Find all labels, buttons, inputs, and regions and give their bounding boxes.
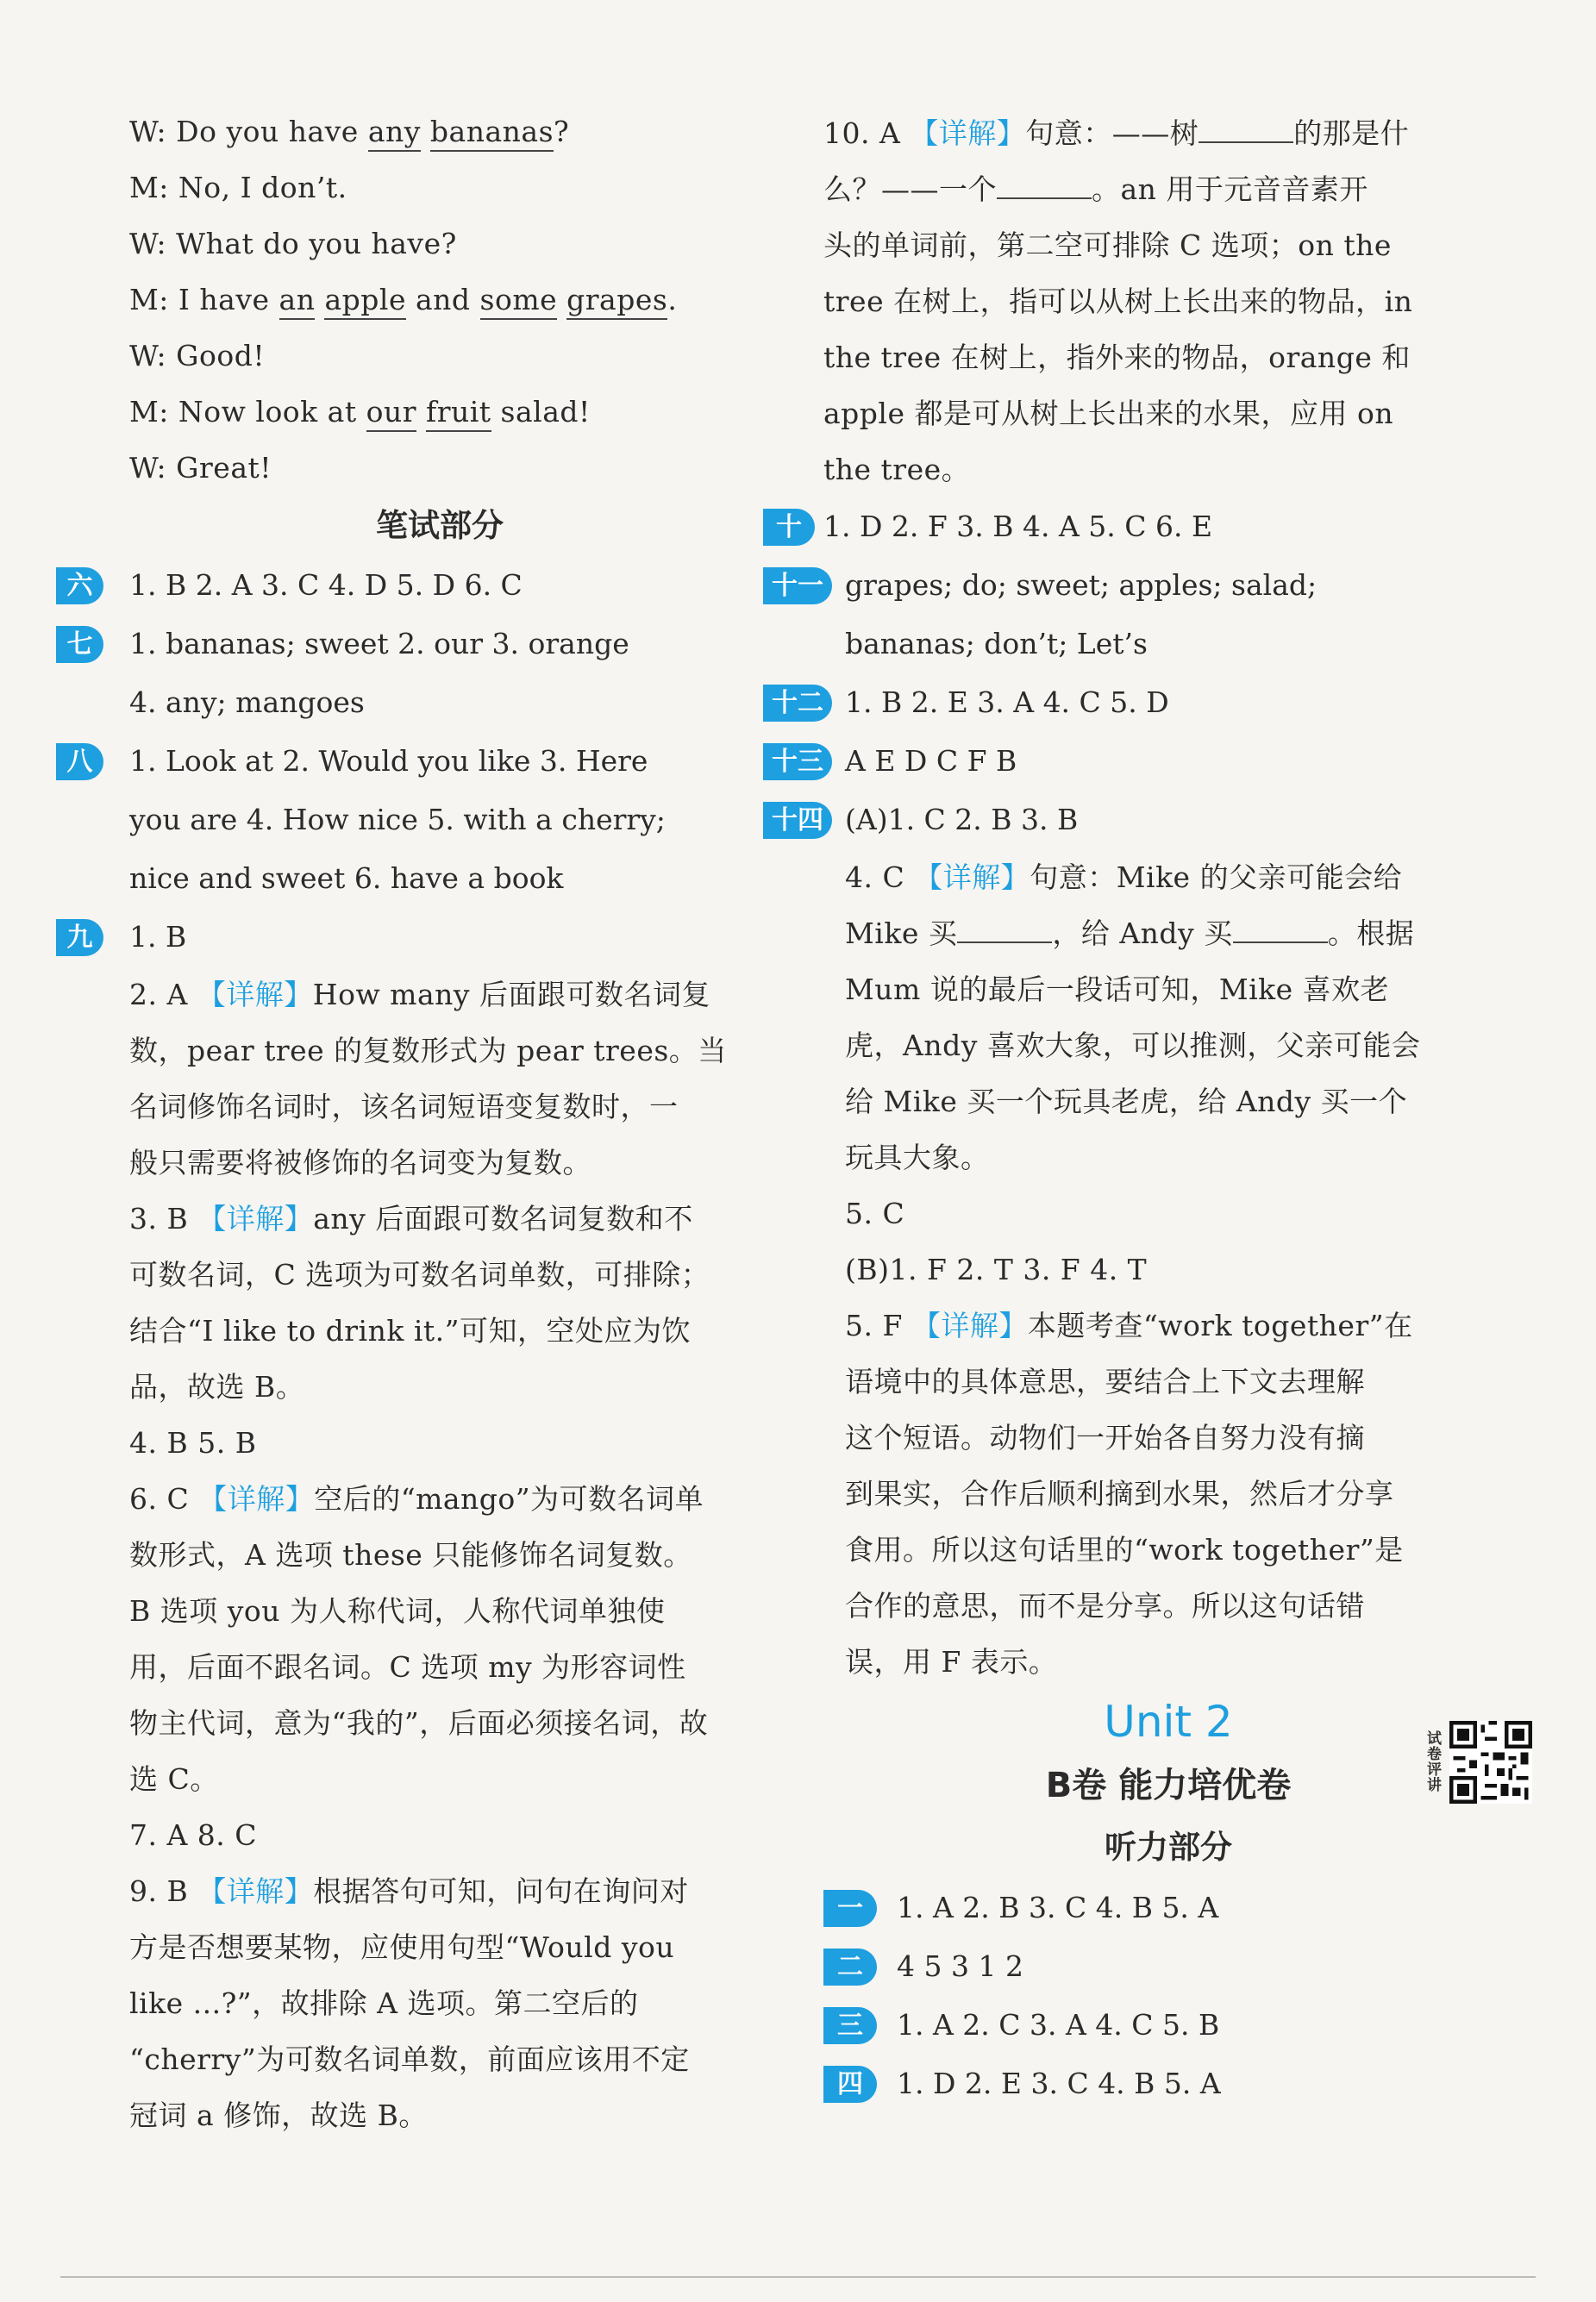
- explanation-text: 空后的“mango”为可数名词单: [314, 1482, 704, 1516]
- explanation-q6: [129, 1471, 750, 1807]
- speaker-label: M:: [129, 395, 178, 428]
- explanation-text: 可数名词，C 选项为可数名词单数，可排除；: [129, 1258, 710, 1292]
- answer-row-listening-4: [823, 2055, 1513, 2113]
- answer-text: bananas; don’t; Let’s: [845, 627, 1148, 660]
- answer-text: 4 5 3 1 2: [897, 1949, 1023, 1983]
- explanation-q10: [823, 105, 1513, 497]
- explanation-text: Mike 买: [845, 916, 958, 950]
- left-column: [66, 103, 750, 2143]
- underlined-word: any: [368, 115, 421, 152]
- answer-text: (A)1. C 2. B 3. B: [845, 803, 1079, 836]
- answer-text: nice and sweet 6. have a book: [129, 861, 564, 895]
- explanation-text: any 后面跟可数名词复数和不: [313, 1202, 693, 1235]
- dialogue-text: Good!: [176, 339, 266, 372]
- answer-row-9: [66, 908, 750, 966]
- answer-text: 7. A 8. C: [129, 1818, 258, 1852]
- explanation-text: 名词修饰名词时，该名词短语变复数时，一: [129, 1090, 679, 1123]
- section-badge-7: 七: [56, 626, 103, 663]
- answer-text: 1. D 2. F 3. B 4. A 5. C 6. E: [823, 510, 1213, 543]
- dialogue-line: [129, 384, 750, 440]
- explanation-text: 。an 用于元音音素开: [1092, 172, 1368, 206]
- underlined-word: grapes: [566, 283, 667, 320]
- answer-row-7-cont: [129, 673, 750, 732]
- underlined-word: our: [366, 395, 416, 432]
- blank-line: [957, 916, 1052, 943]
- detail-tag: 【详解】: [914, 860, 1030, 894]
- listening-section-title: 听力部分: [1105, 1829, 1232, 1866]
- dialogue-line: [129, 440, 750, 496]
- explanation-text: ，给 Andy 买: [1052, 916, 1233, 950]
- explanation-text: 的那是什: [1293, 116, 1410, 150]
- explanation-text: 玩具大象。: [845, 1141, 990, 1174]
- detail-tag: 【详解】: [198, 1482, 315, 1516]
- question-number: 2. A: [129, 978, 197, 1011]
- answer-row-listening-3: [823, 1996, 1513, 2055]
- answer-row-12: [772, 673, 1513, 732]
- answer-row-6: [66, 556, 750, 615]
- question-number: 5. F: [845, 1309, 912, 1342]
- written-section-title: 笔试部分: [376, 507, 504, 544]
- answer-text: 4. B 5. B: [129, 1426, 257, 1460]
- explanation-text: 误，用 F 表示。: [845, 1645, 1058, 1679]
- underlined-word: bananas: [430, 115, 554, 152]
- answer-text: 5. C: [845, 1197, 905, 1230]
- speaker-label: W:: [129, 451, 177, 485]
- answer-text: grapes; do; sweet; apples; salad;: [845, 568, 1317, 602]
- speaker-label: W:: [129, 227, 177, 260]
- blank-line: [1233, 916, 1328, 943]
- section-badge-listening-1: 一: [823, 1890, 877, 1927]
- dialogue-text: salad!: [491, 395, 591, 428]
- question-number: 10. A: [823, 116, 911, 150]
- section-badge-11: 十一: [763, 567, 832, 604]
- underlined-word: fruit: [426, 395, 491, 432]
- answer-text: 1. D 2. E 3. C 4. B 5. A: [897, 2067, 1221, 2100]
- explanation-text: “cherry”为可数名词单数，前面应该用不定: [129, 2042, 690, 2076]
- bottom-rule: [60, 2276, 1536, 2278]
- explanation-text: 合作的意思，而不是分享。所以这句话错: [845, 1589, 1365, 1623]
- explanation-text: 方是否想要某物，应使用句型“Would you: [129, 1930, 675, 1964]
- dialogue-line: [129, 160, 750, 216]
- explanation-text: 选 C。: [129, 1762, 219, 1796]
- speaker-label: M:: [129, 171, 178, 204]
- dialogue-line: [129, 216, 750, 272]
- detail-tag: 【详解】: [197, 1874, 314, 1908]
- explanation-text: 数形式，A 选项 these 只能修饰名词复数。: [129, 1538, 692, 1572]
- question-number: 4. C: [845, 860, 915, 894]
- dialogue-text: Great!: [176, 451, 272, 485]
- answer-row-10: [776, 497, 1513, 556]
- answer-row-8-cont: [129, 849, 750, 908]
- blank-line: [1199, 116, 1293, 143]
- detail-tag: 【详解】: [910, 116, 1026, 150]
- explanation-text: 这个短语。动物们一开始各自努力没有摘: [845, 1421, 1365, 1454]
- question-number: 6. C: [129, 1482, 199, 1516]
- explanation-text: 语境中的具体意思，要结合上下文去理解: [845, 1365, 1365, 1398]
- dialogue-text: Do you have: [176, 115, 368, 148]
- explanation-text: 品，故选 B。: [129, 1370, 305, 1404]
- right-column: [772, 105, 1513, 2113]
- question-number: 3. B: [129, 1202, 198, 1235]
- explanation-text: 数，pear tree 的复数形式为 pear trees。当: [129, 1034, 727, 1067]
- explanation-q3: [129, 1191, 750, 1415]
- section-badge-9: 九: [56, 919, 103, 956]
- explanation-text: 用，后面不跟名词。C 选项 my 为形容词性: [129, 1650, 686, 1684]
- answer-text: (B)1. F 2. T 3. F 4. T: [845, 1253, 1148, 1286]
- detail-tag: 【详解】: [197, 1202, 314, 1235]
- section-badge-13: 十三: [763, 743, 832, 780]
- dialogue-text: .: [667, 283, 678, 316]
- dialogue-text: and: [405, 283, 480, 316]
- detail-tag: 【详解】: [911, 1309, 1028, 1342]
- explanation-text: 头的单词前，第二空可排除 C 选项；on the: [823, 228, 1392, 262]
- qr-code-icon[interactable]: [1449, 1721, 1532, 1804]
- answer-text: 1. A 2. B 3. C 4. B 5. A: [897, 1891, 1219, 1924]
- qr-label: 试卷评讲: [1427, 1730, 1442, 1794]
- explanation-q2: [129, 966, 750, 1191]
- section-badge-listening-4: 四: [823, 2066, 877, 2103]
- explanation-text: 到果实，合作后顺利摘到水果，然后才分享: [845, 1477, 1394, 1511]
- explanation-text: 句意：Mike 的父亲可能会给: [1030, 860, 1403, 894]
- explanation-text: like ...?”，故排除 A 选项。第二空后的: [129, 1986, 639, 2020]
- explanation-text: tree 在树上，指可以从树上长出来的物品，in: [823, 285, 1413, 318]
- dialogue-text: [315, 283, 324, 316]
- explanation-text: 根据答句可知，问句在询问对: [313, 1874, 689, 1908]
- explanation-text: How many 后面跟可数名词复: [312, 978, 711, 1011]
- answer-row-11-cont: [823, 615, 1513, 673]
- answer-text: 1. B 2. A 3. C 4. D 5. D 6. C: [129, 568, 523, 602]
- explanation-text: 物主代词，意为“我的”，后面必须接名词，故: [129, 1706, 709, 1740]
- answer-text: 1. B: [129, 920, 187, 954]
- qr-code-block[interactable]: [1427, 1721, 1532, 1804]
- dialogue-text: Now look at: [178, 395, 366, 428]
- answer-text: 1. B 2. E 3. A 4. C 5. D: [845, 685, 1169, 719]
- answer-text: you are 4. How nice 5. with a cherry;: [129, 803, 666, 836]
- unit-title: Unit 2: [1104, 1697, 1233, 1747]
- section-badge-12: 十二: [763, 685, 832, 722]
- paper-title: B卷 能力培优卷: [1045, 1766, 1292, 1805]
- question-number: 9. B: [129, 1874, 198, 1908]
- explanation-text: Mum 说的最后一段话可知，Mike 喜欢老: [845, 973, 1390, 1006]
- explanation-text: the tree 在树上，指外来的物品，orange 和: [823, 341, 1411, 374]
- dialogue-block: [129, 103, 750, 496]
- section-badge-listening-3: 三: [823, 2007, 877, 2044]
- section-badge-8: 八: [56, 743, 103, 780]
- dialogue-text: I have: [178, 283, 279, 316]
- section-badge-14: 十四: [763, 802, 832, 839]
- dialogue-text: [557, 283, 566, 316]
- underlined-word: an: [279, 283, 316, 320]
- speaker-label: W:: [129, 339, 177, 372]
- underlined-word: apple: [324, 283, 406, 320]
- explanation-text: 结合“I like to drink it.”可知，空处应为饮: [129, 1314, 692, 1348]
- explanation-text: the tree。: [823, 453, 971, 486]
- explanation-q4: [823, 849, 1513, 1690]
- answer-row-listening-2: [823, 1937, 1513, 1996]
- answer-text: 1. Look at 2. Would you like 3. Here: [129, 744, 648, 778]
- answer-text: 1. A 2. C 3. A 4. C 5. B: [897, 2008, 1220, 2042]
- dialogue-text: [416, 395, 426, 428]
- explanation-q9: [129, 1863, 750, 2143]
- answer-text: 4. any; mangoes: [129, 685, 365, 719]
- answer-row-listening-1: [823, 1879, 1513, 1937]
- dialogue-line: [129, 103, 750, 160]
- explanation-text: 么？——一个: [823, 172, 997, 206]
- answer-row-14: [772, 791, 1513, 849]
- section-badge-10: 十: [763, 509, 815, 546]
- blank-line: [997, 172, 1092, 199]
- explanation-text: 本题考查“work together”在: [1027, 1309, 1413, 1342]
- explanation-text: 食用。所以这句话里的“work together”是: [845, 1533, 1404, 1567]
- answer-row-8-cont: [129, 791, 750, 849]
- dialogue-text: No, I don’t.: [178, 171, 347, 204]
- answer-row-13: [772, 732, 1513, 791]
- answer-text: 1. bananas; sweet 2. our 3. orange: [129, 627, 629, 660]
- answer-row-7: [66, 615, 750, 673]
- speaker-label: W:: [129, 115, 177, 148]
- explanation-text: 冠词 a 修饰，故选 B。: [129, 2099, 428, 2132]
- explanation-text: 给 Mike 买一个玩具老虎，给 Andy 买一个: [845, 1085, 1408, 1118]
- dialogue-line: [129, 272, 750, 328]
- explanation-text: 虎，Andy 喜欢大象，可以推测，父亲可能会: [845, 1029, 1421, 1062]
- answer-row-11: [772, 556, 1513, 615]
- detail-tag: 【详解】: [197, 978, 313, 1011]
- speaker-label: M:: [129, 283, 178, 316]
- underlined-word: some: [480, 283, 558, 320]
- dialogue-text: What do you have?: [176, 227, 457, 260]
- section-badge-listening-2: 二: [823, 1949, 877, 1986]
- dialogue-text: [421, 115, 430, 148]
- dialogue-line: [129, 328, 750, 384]
- section-badge-6: 六: [56, 567, 103, 604]
- explanation-text: 般只需要将被修饰的名词变为复数。: [129, 1146, 591, 1179]
- answer-text: A E D C F B: [845, 744, 1017, 778]
- explanation-text: apple 都是可从树上长出来的水果，应用 on: [823, 397, 1394, 430]
- answer-row-8: [66, 732, 750, 791]
- explanation-text: B 选项 you 为人称代词，人称代词单独使: [129, 1594, 666, 1628]
- dialogue-text: ?: [554, 115, 570, 148]
- explanation-text: 。根据: [1327, 916, 1415, 950]
- explanation-text: 句意：——树: [1025, 116, 1199, 150]
